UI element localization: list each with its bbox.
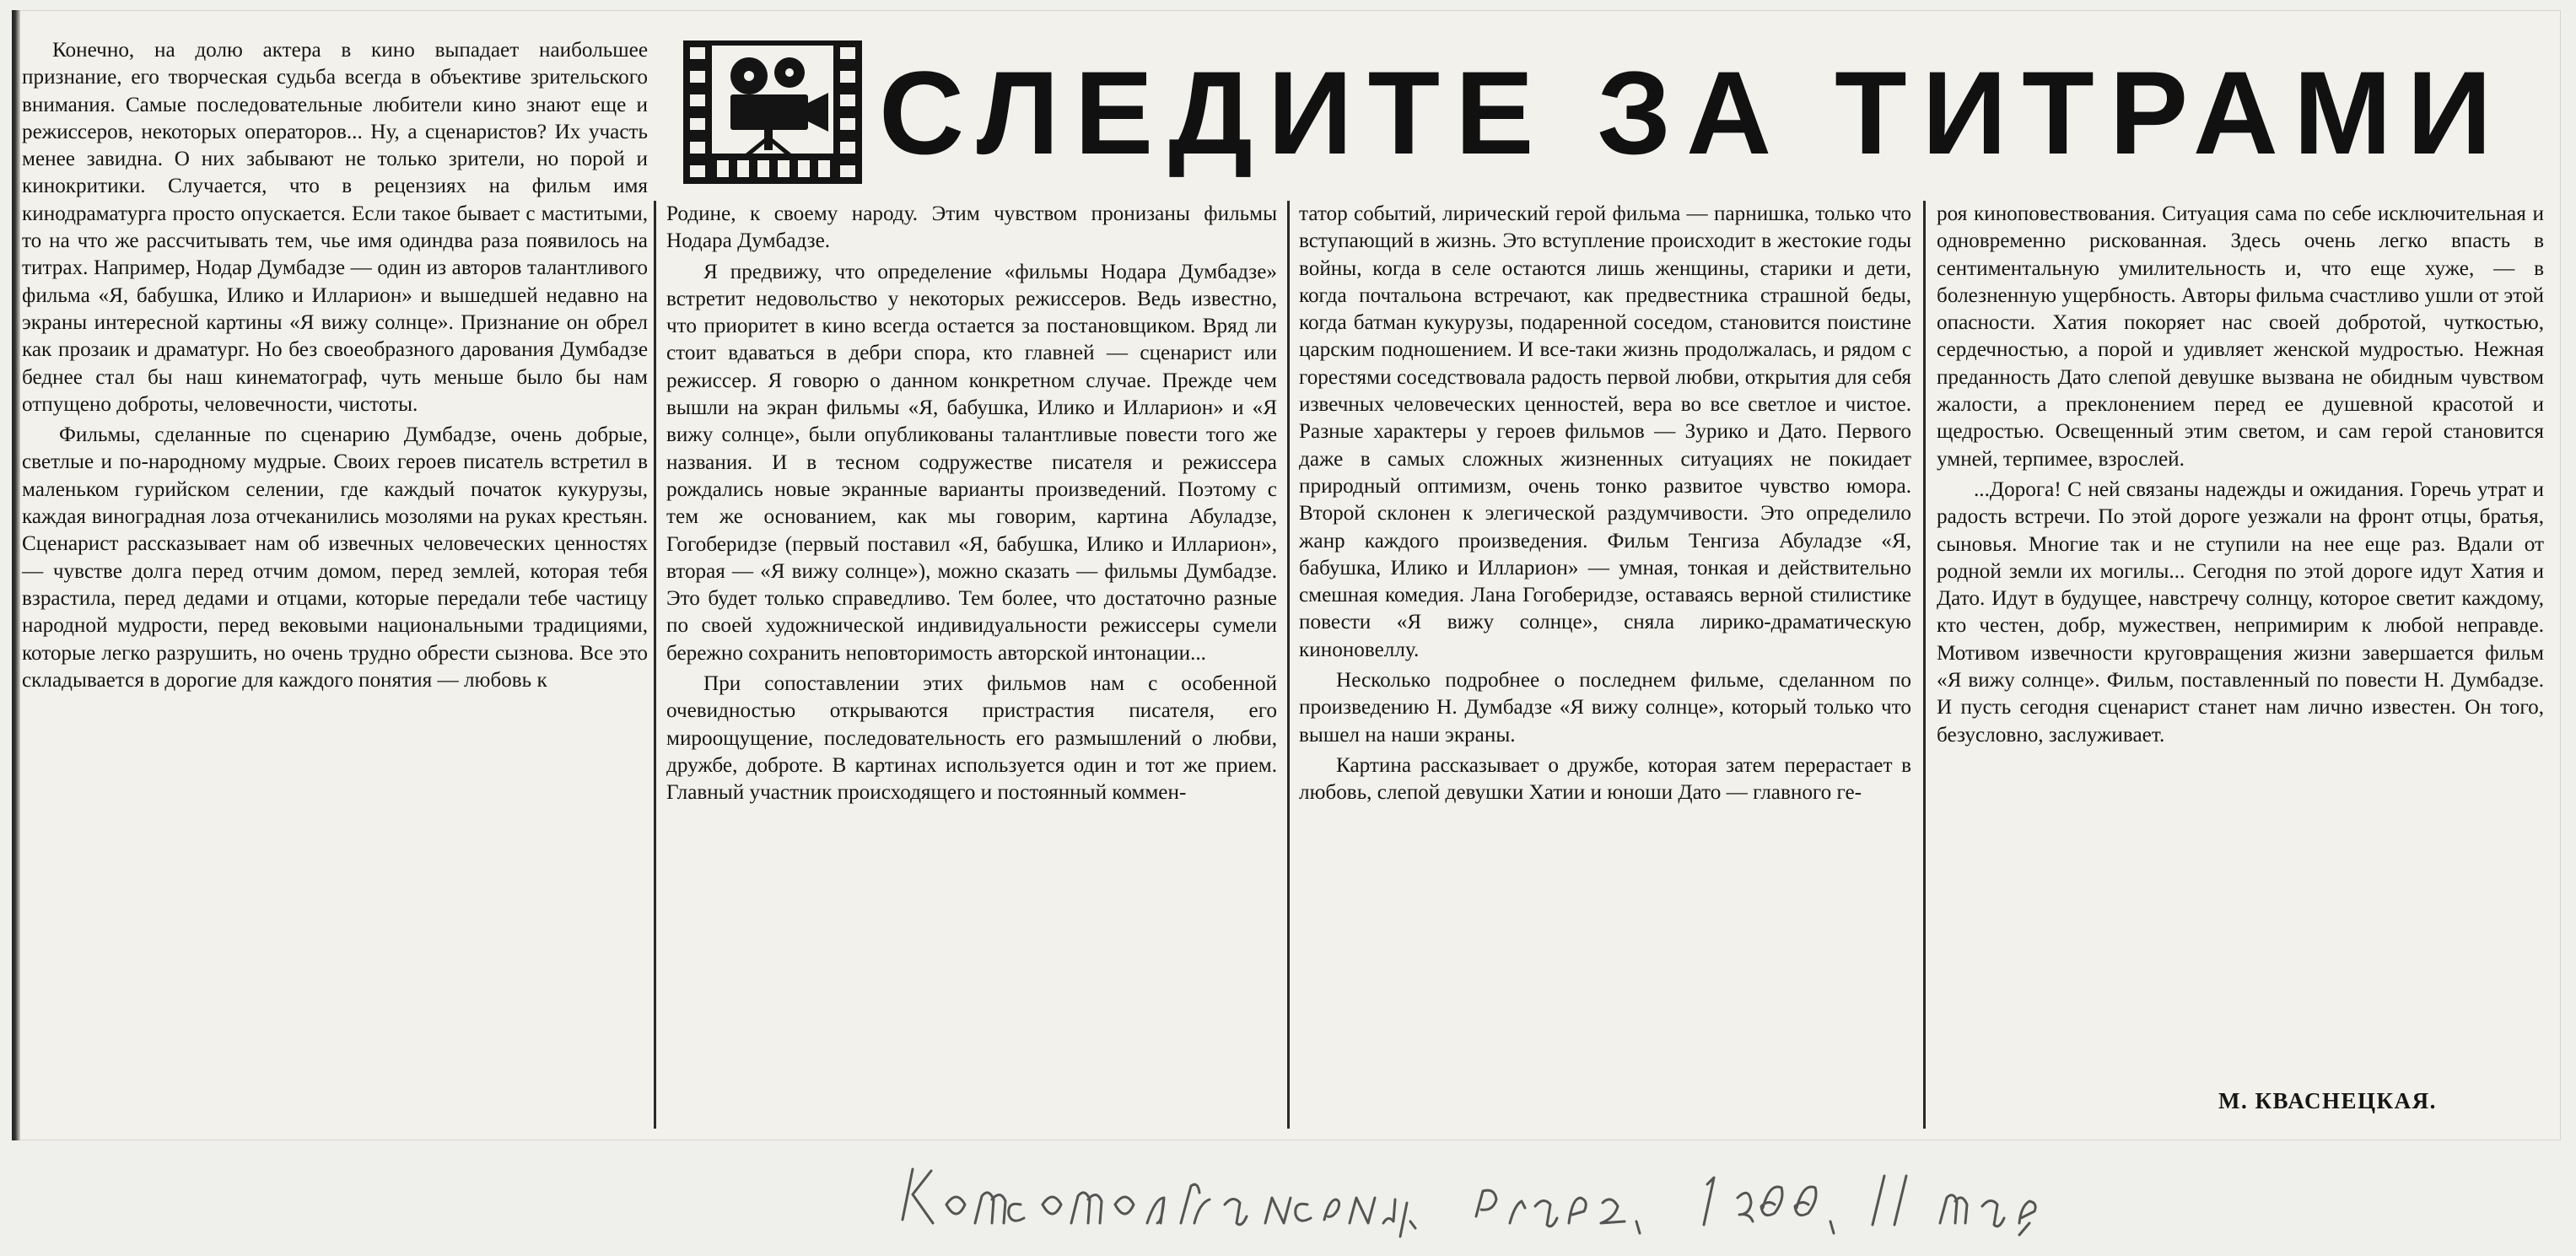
- paragraph: Родине, к своему народу. Этим чувством пронизаны фильмы Нодара Думбадзе.: [666, 202, 1277, 253]
- article-column-4: [1937, 201, 2544, 1129]
- film-camera-icon: [683, 40, 862, 184]
- article-column-1: [22, 37, 648, 1134]
- paragraph: Я предвижу, что определение «фильмы Нодара Думбадзе» встретит недовольство у некоторых режиссеров. Ведь известно, что приоритет в кино всегда остается за постановщиком. Вряд ли стоит вдаваться в дебри спора, кто главней — сценарист или режиссер. Я говорю о данном конкретном случае. Прежде чем вышли на экран фильмы «Я, бабушка, Илико и Илларион» и «Я вижу солнце», были опубликованы талантливые повести того же названия. И в тесном содружестве писателя и режиссера рождались новые экранные варианты произведений. Поэтому с тем же основанием, как мы говорим, картина Абуладзе, Гогоберидзе (первый поставил «Я, бабушка, Илико и Илларион», вторая — «Я вижу солнце»), можно сказать — фильмы Думбадзе. Это будет только справедливо. Тем более, что достаточно разные по своей художнической индивидуальности режиссеры сумели бережно сохранить неповторимость авторской интонации...: [666, 260, 1277, 665]
- column-divider: [1923, 201, 1926, 1129]
- paragraph: Несколько подробнее о последнем фильме, сделанном по произведению Н. Думбадзе «Я вижу солнце», который только что вышел на наши экраны.: [1299, 669, 1911, 747]
- headline: [683, 40, 2539, 184]
- column-divider: [654, 201, 656, 1129]
- author-signature: М. КВАСНЕЦКАЯ.: [2218, 1088, 2437, 1113]
- paragraph: Картина рассказывает о дружбе, которая затем перерастает в любовь, слепой девушки Хатии и юноши Дато — главного ге-: [1299, 753, 1911, 805]
- paragraph: татор событий, лирический герой фильма — парнишка, только что вступающий в жизнь. Это вступление происходит в жестокие годы войны, когда в селе остаются лишь женщины, старики и дети, когда почтальона встречают, как предвестника страшной беды, когда батман кукурузы, подаренной соседом, становится поистине царским подношением. И все-таки жизнь продолжалась, и рядом с горестями соседствовала радость первой любви, открытия для себя извечных человеческих ценностей, вера во все светлое и чистое. Разные характеры у героев фильмов — Зурико и Дато. Первого даже в самых сложных жизненных ситуациях не покидает природный оптимизм, очень тонко развитое чувство юмора. Второй склонен к элегической раздумчивости. Это определило жанр каждого произведения. Фильм Тенгиза Абуладзе «Я, бабушка, Илико и Илларион» — умная, тонкая и действительно смешная комедия. Лана Гогоберидзе, оставаясь верной стилистике повести «Я вижу солнце», сняла лирико-драматическую киноновеллу.: [1299, 202, 1911, 661]
- article-column-2: [666, 201, 1277, 1129]
- paragraph: роя киноповествования. Ситуация сама по себе исключительная и одновременно рискованная. Здесь очень легко впасть в сентиментальную умилительность и, что еще хуже, — в болезненную ущербность. Авторы фильма счастливо ушли от этой опасности. Хатия покоряет нас своей добротой, чуткостью, сердечностью, а порой и удивляет женской мудростью. Нежная преданность Дато слепой девушке вызвана не обидным чувством жалости, а преклонением перед ее душевной красотой и щедростью. Освещенный этим светом, и сам герой становится умней, терпимее, взрослей.: [1937, 202, 2544, 471]
- paragraph: Конечно, на долю актера в кино выпадает наибольшее признание, его творческая судьба всегда в объективе зрительского внимания. Самые последовательные любители кино знают еще и режиссеров, некоторых операторов... Ну, а сценаристов? Их участь менее завидна. О них забывают не только зрители, но порой и кинокритики. Случается, что в рецензиях на фильм имя кинодраматурга просто опускается. Если такое бывает с маститыми, то на что же рассчитывать тем, чье имя одиндва раза появилось на титрах. Например, Нодар Думбадзе — один из авторов талантливого фильма «Я, бабушка, Илико и Илларион» и вышедшей недавно на экраны интересной картины «Я вижу солнце». Признание он обрел как прозаик и драматург. Но без своеобразного дарования Думбадзе беднее стал бы наш кинематограф, чуть меньше было бы нам отпущено доброты, человечности, чистоты.: [22, 39, 648, 416]
- column-divider: [1287, 201, 1290, 1129]
- paragraph: Фильмы, сделанные по сценарию Думбадзе, очень добрые, светлые и по-народному мудрые. Своих героев писатель встретил в маленьком гурийском селении, где каждый початок кукурузы, каждая виноградная лоза отчеканились мозолями на руках крестьян. Сценарист рассказывает нам об извечных человеческих ценностях — чувстве долга перед отчим домом, перед землей, которая тебя взрастила, перед дедами и отцами, которые передали тебе частицу народной мудрости, перед вековыми национальными традициями, которые легко разрушить, но очень трудно обрести сызнова. Все это складывается в дорогие для каждого понятия — любовь к: [22, 423, 648, 692]
- paragraph: При сопоставлении этих фильмов нам с особенной очевидностью открываются пристрастия писателя, его мироощущение, последовательность его размышлений о любви, дружбе, доброте. В картинах используется один и тот же прием. Главный участник происходящего и постоянный коммен-: [666, 672, 1277, 805]
- paragraph: ...Дорога! С ней связаны надежды и ожидания. Горечь утрат и радость встречи. По этой дороге уезжали на фронт отцы, братья, сыновья. Многие так и не ступили на нее еще раз. Вдали от родной земли их могилы... Сегодня по этой дороге идут Хатия и Дато. Идут в будущее, навстречу солнцу, которое светит каждому, кто честен, добр, мужествен, непримирим к любой неправде. Мотивом извечности круговращения жизни завершается фильм «Я вижу солнце». Фильм, поставленный по повести Н. Думбадзе. И пусть сегодня сценарист станет нам лично известен. Он того, безусловно, заслуживает.: [1937, 477, 2544, 747]
- clipping-left-edge: [12, 10, 20, 1140]
- article-column-3: [1299, 201, 1911, 1129]
- handwritten-source-note: [894, 1152, 2412, 1245]
- headline-title: СЛЕДИТЕ ЗА ТИТРАМИ: [879, 46, 2508, 179]
